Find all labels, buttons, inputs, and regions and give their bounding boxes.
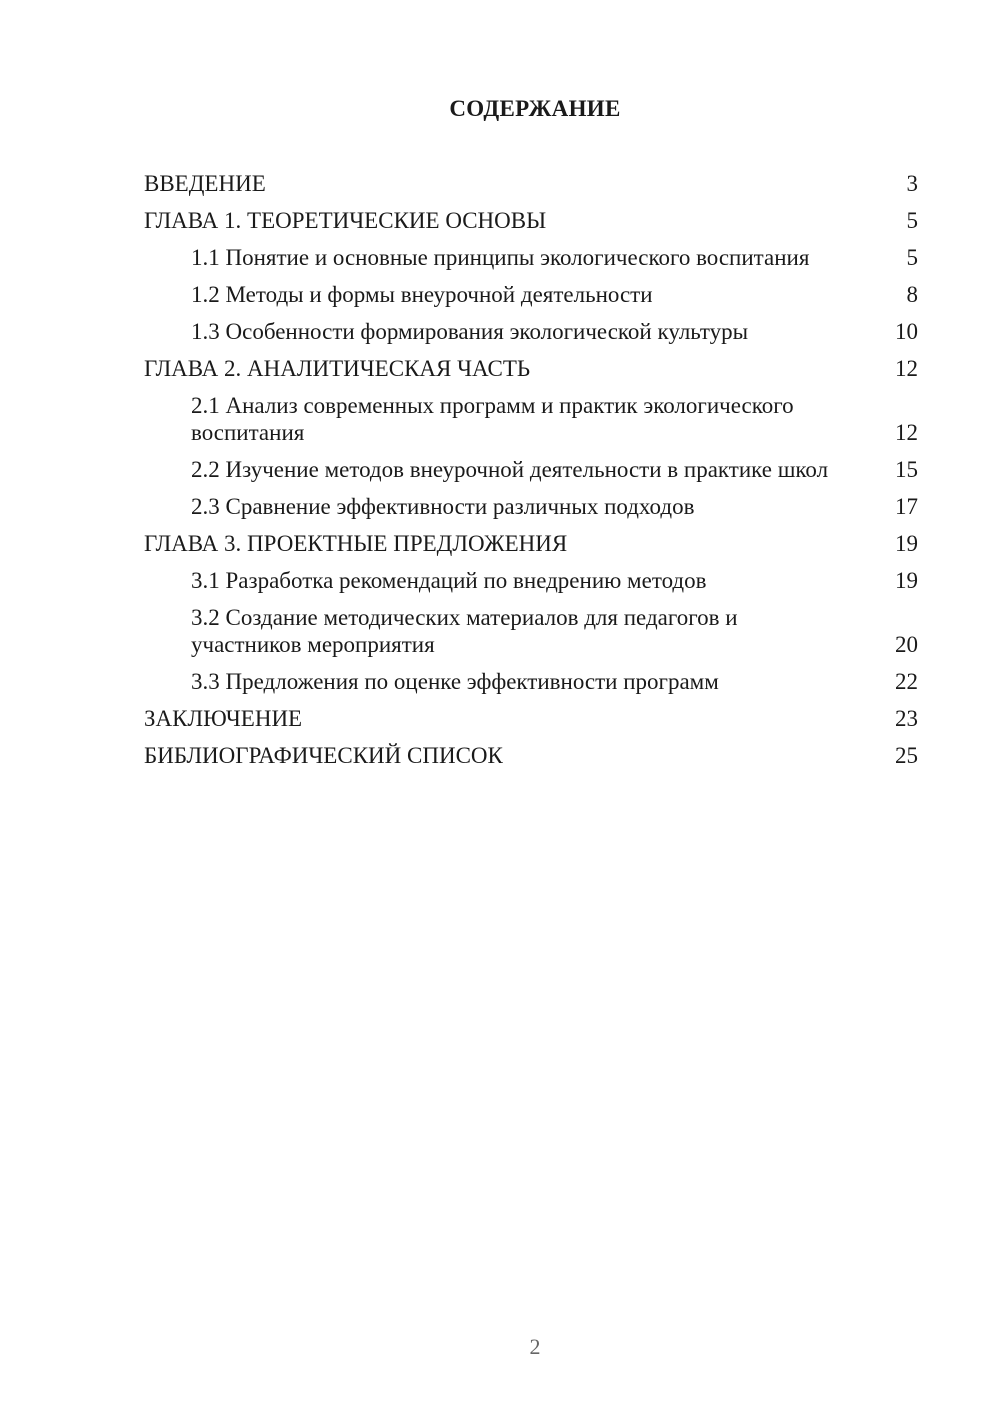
toc-entry-page: 10 xyxy=(895,319,918,344)
toc-entry-title: 2.2 Изучение методов внеурочной деятельности в практике школ xyxy=(191,457,829,482)
toc-entry xyxy=(144,281,918,308)
toc-entry-title: 1.2 Методы и формы внеурочной деятельности xyxy=(191,282,653,307)
toc-entry xyxy=(144,355,918,382)
toc-entry xyxy=(144,170,918,197)
toc-entry-title: ГЛАВА 1. ТЕОРЕТИЧЕСКИЕ ОСНОВЫ xyxy=(144,208,547,233)
toc-entry-page: 25 xyxy=(895,743,918,768)
toc-entry xyxy=(144,392,918,446)
toc-entry xyxy=(144,493,918,520)
toc-entry-page: 22 xyxy=(895,669,918,694)
toc-entry-page: 15 xyxy=(895,457,918,482)
toc-entry-page: 5 xyxy=(906,245,918,270)
toc-entry xyxy=(144,604,918,658)
toc-entry-title: 3.1 Разработка рекомендаций по внедрению методов xyxy=(191,568,707,593)
toc-entry xyxy=(144,705,918,732)
page-number: 2 xyxy=(529,1334,541,1359)
page-title: СОДЕРЖАНИЕ xyxy=(449,96,621,121)
toc-entry-title: БИБЛИОГРАФИЧЕСКИЙ СПИСОК xyxy=(144,743,503,768)
toc-entry xyxy=(144,567,918,594)
toc-entry-title: 2.1 Анализ современных программ и практик экологического воспитания xyxy=(191,393,794,445)
toc-entry xyxy=(144,668,918,695)
toc-entry-title: 1.3 Особенности формирования экологической культуры xyxy=(191,319,749,344)
toc-entry-page: 19 xyxy=(895,531,918,556)
toc-entry xyxy=(144,207,918,234)
toc-entry-title: ЗАКЛЮЧЕНИЕ xyxy=(144,706,303,731)
toc-entry-page: 12 xyxy=(895,420,918,445)
toc-entry-page: 8 xyxy=(906,282,918,307)
toc-entry-title: 3.3 Предложения по оценке эффективности программ xyxy=(191,669,719,694)
toc-entry-page: 23 xyxy=(895,706,918,731)
toc-entry-title: ГЛАВА 2. АНАЛИТИЧЕСКАЯ ЧАСТЬ xyxy=(144,356,531,381)
table-of-contents xyxy=(144,170,918,779)
toc-entry-page: 19 xyxy=(895,568,918,593)
toc-entry-title: 2.3 Сравнение эффективности различных подходов xyxy=(191,494,695,519)
toc-entry-title: 3.2 Создание методических материалов для педагогов и участников мероприятия xyxy=(191,605,738,657)
toc-entry-page: 3 xyxy=(906,171,918,196)
toc-entry-page: 17 xyxy=(895,494,918,519)
toc-entry xyxy=(144,530,918,557)
toc-entry xyxy=(144,244,918,271)
toc-entry-page: 20 xyxy=(895,632,918,657)
toc-entry xyxy=(144,456,918,483)
toc-entry-title: 1.1 Понятие и основные принципы экологического воспитания xyxy=(191,245,810,270)
toc-entry xyxy=(144,318,918,345)
toc-entry-title: ГЛАВА 3. ПРОЕКТНЫЕ ПРЕДЛОЖЕНИЯ xyxy=(144,531,568,556)
toc-entry xyxy=(144,742,918,769)
toc-entry-page: 12 xyxy=(895,356,918,381)
toc-entry-title: ВВЕДЕНИЕ xyxy=(144,171,266,196)
toc-entry-page: 5 xyxy=(906,208,918,233)
